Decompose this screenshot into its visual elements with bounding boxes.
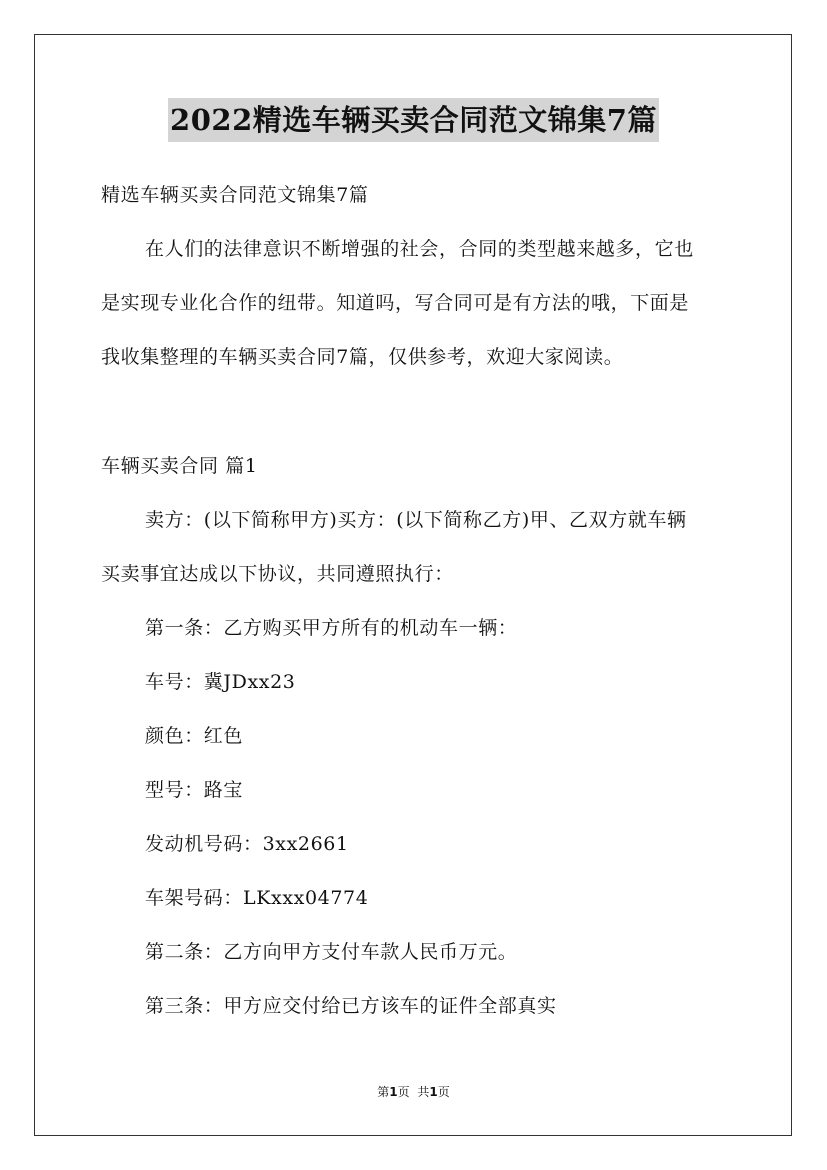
footer-page-suffix: 页 [397, 1085, 410, 1099]
footer-page-number: 1 [389, 1085, 398, 1099]
body-line-8: 车架号码：LKxxx04774 [145, 887, 369, 909]
intro-line-1: 在人们的法律意识不断增强的社会，合同的类型越来越多，它也 [145, 238, 694, 260]
body-line-3: 第一条：乙方购买甲方所有的机动车一辆： [145, 617, 518, 639]
body-line-7: 发动机号码：3xx2661 [145, 833, 349, 855]
body-line-10: 第三条：甲方应交付给已方该车的证件全部真实 [145, 995, 557, 1017]
intro-line-3: 我收集整理的车辆买卖合同7篇，仅供参考，欢迎大家阅读。 [101, 346, 624, 368]
footer-total-suffix: 页 [437, 1085, 450, 1099]
body-line-9: 第二条：乙方向甲方支付车款人民币万元。 [145, 941, 518, 963]
title-container [0, 98, 827, 142]
intro-line-2: 是实现专业化合作的纽带。知道吗，写合同可是有方法的哦，下面是 [101, 292, 690, 314]
footer-page-prefix: 第 [377, 1085, 390, 1099]
body-line-4: 车号：冀JDxx23 [145, 671, 296, 693]
body-line-2: 买卖事宜达成以下协议，共同遵照执行： [101, 563, 454, 585]
page-footer [0, 1083, 827, 1101]
body-line-1: 卖方：(以下简称甲方)买方：(以下简称乙方)甲、乙双方就车辆 [145, 509, 687, 531]
body-line-6: 型号：路宝 [145, 779, 244, 801]
document-title: 2022精选车辆买卖合同范文锦集7篇 [168, 98, 659, 142]
section-heading: 车辆买卖合同 篇1 [101, 455, 258, 477]
document-subtitle: 精选车辆买卖合同范文锦集7篇 [101, 184, 369, 206]
footer-total-prefix: 共 [417, 1085, 430, 1099]
body-line-5: 颜色：红色 [145, 725, 244, 747]
footer-total-number: 1 [429, 1085, 438, 1099]
